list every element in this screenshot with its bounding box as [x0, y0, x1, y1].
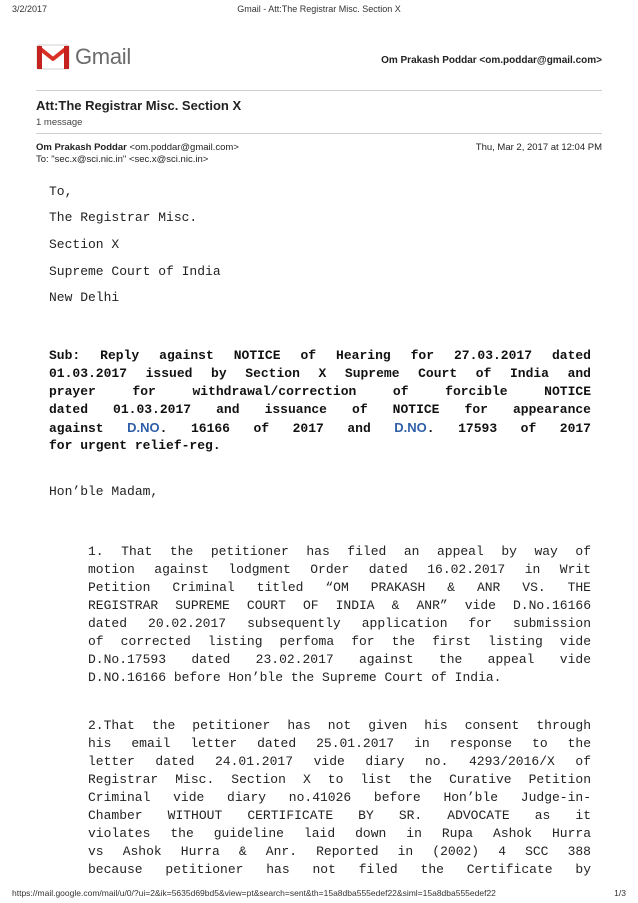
message-count: 1 message	[36, 117, 83, 128]
paragraph-line: Chamber WITHOUT CERTIFICATE BY SR. ADVOCATE as it	[88, 808, 591, 823]
paragraph-line: D.NO.16166 before Hon’ble the Supreme Court of India.	[88, 670, 502, 685]
subject-line: Sub: Reply against NOTICE of Hearing for 27.03.2017 dated	[49, 348, 591, 363]
gmail-envelope-icon	[36, 44, 70, 70]
recipient-line: To: "sec.x@sci.nic.in" <sec.x@sci.nic.in>	[36, 154, 209, 165]
paragraph-line: his email letter dated 25.01.2017 in response to the	[88, 736, 591, 751]
paragraph-line: D.No.17593 dated 23.02.2017 against the appeal vide	[88, 652, 591, 667]
address-line: Section X	[49, 237, 120, 252]
subject-line	[49, 420, 591, 436]
paragraph-line: Petition Criminal titled “OM PRAKASH & ANR VS. THE	[88, 580, 591, 595]
subject-divider	[36, 133, 602, 134]
paragraph-line: letter dated 24.01.2017 vide diary no. 4293/2016/X of	[88, 754, 591, 769]
paragraph-line: Criminal vide diary no.41026 before Hon’ble Judge-in-	[88, 790, 591, 805]
salutation: Hon’ble Madam,	[49, 484, 159, 499]
print-url: https://mail.google.com/mail/u/0/?ui=2&ik=5635d69bd5&view=pt&search=sent&th=15a8dba555edef22&siml=15a8dba555edef22	[12, 888, 496, 898]
sender-email: <om.poddar@gmail.com>	[129, 142, 239, 153]
header-divider	[36, 90, 602, 91]
address-line: To,	[49, 184, 73, 199]
subject-text: . 17593 of 2017	[426, 421, 591, 436]
paragraph-line: dated 20.02.2017 subsequently application for submission	[88, 616, 591, 631]
address-line: The Registrar Misc.	[49, 210, 198, 225]
paragraph-line: vs Ashok Hurra & Anr. Reported in (2002) 4 SCC 388	[88, 844, 591, 859]
subject-line: for urgent relief-reg.	[49, 438, 221, 453]
paragraph-line: 1. That the petitioner has filed an appeal by way of	[88, 544, 591, 559]
paragraph-line: Registrar Misc. Section X to list the Curative Petition	[88, 772, 591, 787]
subject-text: . 16166 of 2017 and	[159, 421, 395, 436]
address-line: Supreme Court of India	[49, 264, 221, 279]
gmail-wordmark: Gmail	[75, 44, 131, 69]
paragraph-line: because petitioner has not filed the Certificate by	[88, 862, 591, 877]
gmail-logo[interactable]	[36, 44, 131, 70]
sender-name: Om Prakash Poddar	[36, 142, 127, 153]
paragraph-line: 2.That the petitioner has not given his consent through	[88, 718, 591, 733]
sender-line	[36, 142, 239, 153]
thread-subject: Att:The Registrar Misc. Section X	[36, 98, 242, 113]
print-title: Gmail - Att:The Registrar Misc. Section X	[237, 4, 401, 14]
account-label: Om Prakash Poddar <om.poddar@gmail.com>	[381, 55, 602, 66]
message-date: Thu, Mar 2, 2017 at 12:04 PM	[475, 142, 602, 153]
subject-line: prayer for withdrawal/correction of forcible NOTICE	[49, 384, 591, 399]
print-date: 3/2/2017	[12, 4, 48, 14]
page-number: 1/3	[614, 888, 626, 898]
paragraph-line: of corrected listing perfoma for the first listing vide	[88, 634, 591, 649]
subject-line: dated 01.03.2017 and issuance of NOTICE for appearance	[49, 402, 591, 417]
subject-line: 01.03.2017 issued by Section X Supreme Court of India and	[49, 366, 591, 381]
paragraph-line: REGISTRAR SUPREME COURT OF INDIA & ANR” vide D.No.16166	[88, 598, 591, 613]
dno-label: D.NO	[127, 420, 160, 435]
dno-label: D.NO	[394, 420, 427, 435]
subject-text: against	[49, 421, 128, 436]
address-line: New Delhi	[49, 290, 120, 305]
paragraph-line: motion against lodgment Order dated 16.02.2017 in Writ	[88, 562, 591, 577]
paragraph-line: violates the guideline laid down in Rupa Ashok Hurra	[88, 826, 591, 841]
